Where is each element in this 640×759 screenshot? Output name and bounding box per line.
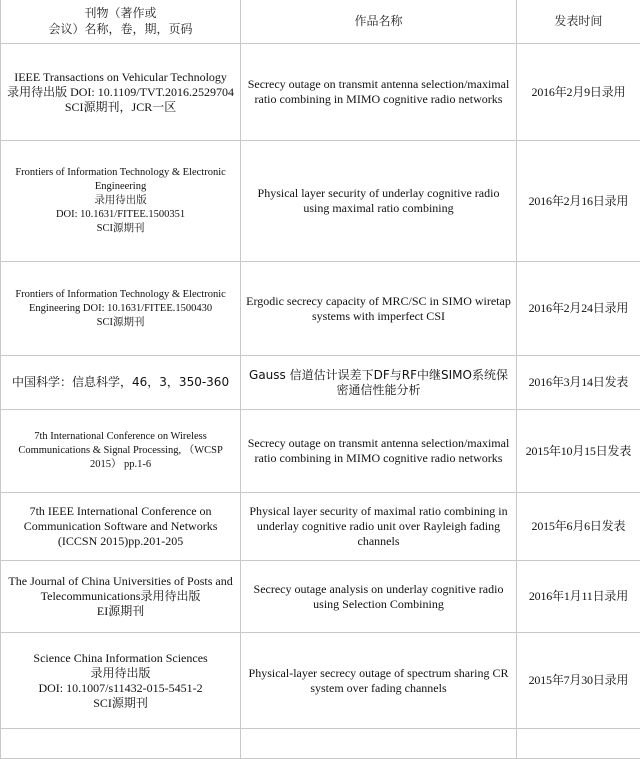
source-line: SCI源期刊 [5, 316, 236, 330]
date-cell: 2016年2月16日录用 [516, 141, 640, 262]
empty-cell [516, 729, 640, 759]
source-cell [1, 633, 241, 729]
source-cell [1, 262, 241, 356]
table-row [1, 493, 640, 561]
table-row [1, 633, 640, 729]
source-line: DOI: 10.1007/s11432-015-5451-2 [5, 681, 236, 696]
source-line: Frontiers of Information Technology & Electronic Engineering DOI: 10.1631/FITEE.1500430 [5, 288, 236, 316]
date-cell: 2016年1月11日录用 [516, 561, 640, 633]
source-cell [1, 44, 241, 141]
table-row [1, 561, 640, 633]
source-line: SCI源期刊 [5, 696, 236, 711]
date-cell: 2016年3月14日发表 [516, 356, 640, 410]
header-row [1, 0, 640, 44]
source-line: SCI源期刊 [5, 222, 236, 236]
title-cell: Physical-layer secrecy outage of spectrum sharing CR system over fading channels [241, 633, 517, 729]
source-line: 中国科学：信息科学，46，3，350-360 [5, 375, 236, 390]
title-cell: Gauss 信道估计误差下DF与RF中继SIMO系统保密通信性能分析 [241, 356, 517, 410]
source-line: SCI源期刊，JCR一区 [5, 100, 236, 115]
header-source [1, 0, 241, 44]
source-line: 录用待出版 [5, 194, 236, 208]
source-line: The Journal of China Universities of Posts and Telecommunications录用待出版 [5, 574, 236, 604]
title-cell: Secrecy outage analysis on underlay cognitive radio using Selection Combining [241, 561, 517, 633]
table-row [1, 410, 640, 493]
source-cell [1, 410, 241, 493]
header-title: 作品名称 [241, 0, 517, 44]
source-line: DOI: 10.1631/FITEE.1500351 [5, 208, 236, 222]
source-cell [1, 561, 241, 633]
table-row-partial [1, 729, 640, 759]
source-line: EI源期刊 [5, 604, 236, 619]
source-line: 7th IEEE International Conference on Communication Software and Networks (ICCSN 2015)pp.201-205 [5, 504, 236, 549]
header-date: 发表时间 [516, 0, 640, 44]
header-source-line2: 会议）名称，卷，期，页码 [5, 21, 236, 37]
title-cell: Secrecy outage on transmit antenna selection/maximal ratio combining in MIMO cognitive radio networks [241, 410, 517, 493]
title-cell: Physical layer security of maximal ratio combining in underlay cognitive radio unit over Rayleigh fading channels [241, 493, 517, 561]
title-cell: Ergodic secrecy capacity of MRC/SC in SIMO wiretap systems with imperfect CSI [241, 262, 517, 356]
source-line: 7th International Conference on Wireless Communications & Signal Processing, （WCSP 2015） pp.1-6 [5, 430, 236, 472]
source-line: 录用待出版 [5, 666, 236, 681]
empty-cell [241, 729, 517, 759]
date-cell: 2015年6月6日发表 [516, 493, 640, 561]
date-cell: 2015年10月15日发表 [516, 410, 640, 493]
source-cell [1, 493, 241, 561]
title-cell: Secrecy outage on transmit antenna selection/maximal ratio combining in MIMO cognitive radio networks [241, 44, 517, 141]
table-row [1, 356, 640, 410]
table-row [1, 141, 640, 262]
title-cell: Physical layer security of underlay cognitive radio using maximal ratio combining [241, 141, 517, 262]
source-cell [1, 356, 241, 410]
table-row [1, 44, 640, 141]
source-cell [1, 141, 241, 262]
source-line: Frontiers of Information Technology & Electronic Engineering [5, 166, 236, 194]
source-line: Science China Information Sciences [5, 651, 236, 666]
source-line: 录用待出版 DOI: 10.1109/TVT.2016.2529704 [5, 85, 236, 100]
date-cell: 2016年2月24日录用 [516, 262, 640, 356]
empty-cell [1, 729, 241, 759]
date-cell: 2015年7月30日录用 [516, 633, 640, 729]
source-line: IEEE Transactions on Vehicular Technology [5, 70, 236, 85]
header-source-line1: 刊物（著作或 [5, 5, 236, 21]
date-cell: 2016年2月9日录用 [516, 44, 640, 141]
table-row [1, 262, 640, 356]
